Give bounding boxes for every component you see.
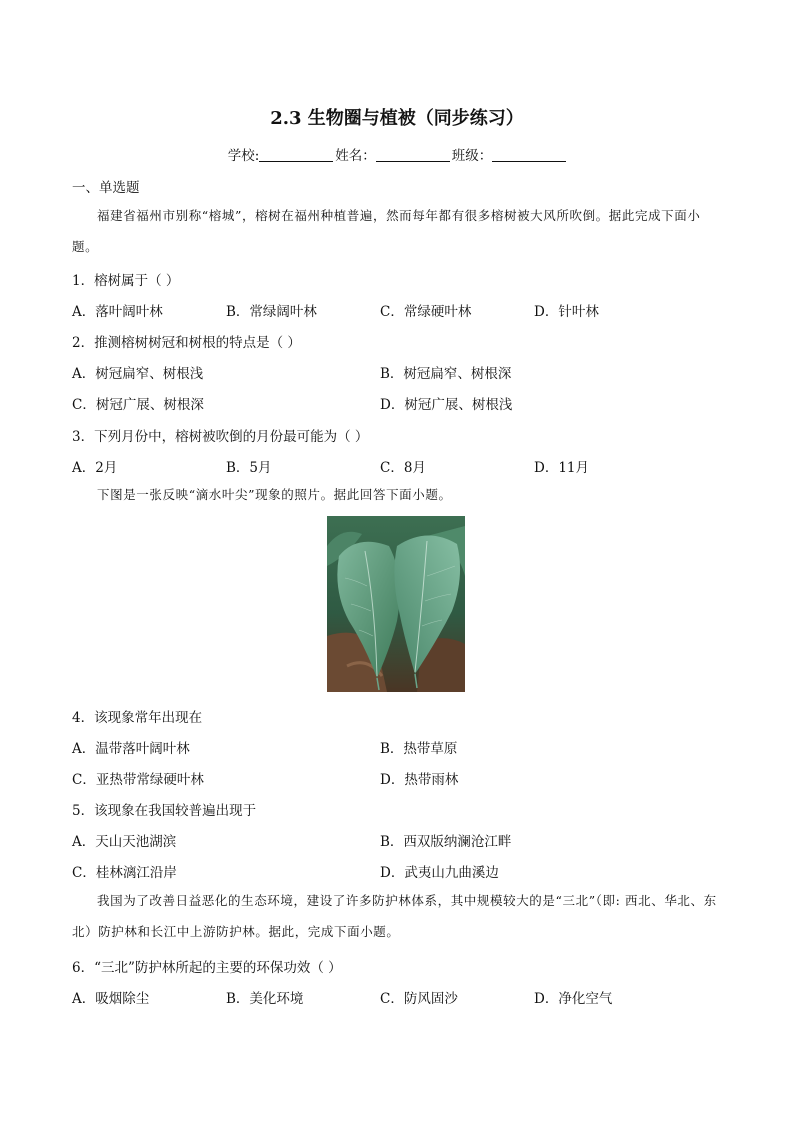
name-blank[interactable] — [376, 147, 450, 162]
q4-option-c: C．亚热带常绿硬叶林 — [72, 772, 204, 788]
drip-tip-leaf-photo — [327, 516, 465, 692]
passage-2: 下图是一张反映“滴水叶尖”现象的照片。据此回答下面小题。 — [97, 487, 452, 502]
question-3: 3．下列月份中，榕树被吹倒的月份最可能为（ ） — [72, 429, 369, 445]
q3-option-a: A．2月 — [72, 460, 118, 476]
q2-option-b: B．树冠扁窄、树根深 — [380, 366, 512, 382]
q3-option-b: B．5月 — [226, 460, 272, 476]
q2-option-c: C．树冠广展、树根深 — [72, 397, 204, 413]
q1-option-c: C．常绿硬叶林 — [380, 304, 472, 320]
q1-option-d: D．针叶林 — [534, 304, 599, 320]
q1-option-b: B．常绿阔叶林 — [226, 304, 317, 320]
question-1: 1．榕树属于（ ） — [72, 273, 180, 289]
q5-option-d: D．武夷山九曲溪边 — [380, 865, 499, 881]
page-title: 2.3 生物圈与植被（同步练习） — [270, 108, 524, 129]
q4-option-a: A．温带落叶阔叶林 — [72, 741, 190, 757]
q6-option-c: C．防风固沙 — [380, 991, 458, 1007]
q5-option-b: B．西双版纳澜沧江畔 — [380, 834, 512, 850]
q3-option-d: D．11月 — [534, 460, 590, 476]
q2-option-a: A．树冠扁窄、树根浅 — [72, 366, 204, 382]
passage-3: 我国为了改善日益恶化的生态环境，建设了许多防护林体系，其中规模较大的是“三北”（即: 西北、华北、东北）防护林和长江中上游防护林。据此，完成下面小题。 — [72, 893, 717, 939]
q6-option-b: B．美化环境 — [226, 991, 304, 1007]
school-label: 学校: — [227, 148, 260, 164]
section-heading: 一、单选题 — [72, 180, 140, 196]
question-6: 6．“三北”防护林所起的主要的环保功效（ ） — [72, 960, 342, 976]
name-label: 姓名： — [335, 148, 376, 164]
question-2: 2．推测榕树树冠和树根的特点是（ ） — [72, 335, 301, 351]
q6-option-d: D．净化空气 — [534, 991, 613, 1007]
q5-option-a: A．天山天池湖滨 — [72, 834, 177, 850]
q1-option-a: A．落叶阔叶林 — [72, 304, 163, 320]
class-label: 班级： — [451, 148, 493, 164]
q2-option-d: D．树冠广展、树根浅 — [380, 397, 513, 413]
q4-option-b: B．热带草原 — [380, 741, 458, 757]
question-4: 4．该现象常年出现在 — [72, 710, 203, 726]
q5-option-c: C．桂林漓江沿岸 — [72, 865, 177, 881]
q6-option-a: A．吸烟除尘 — [72, 991, 150, 1007]
school-blank[interactable] — [259, 147, 333, 162]
student-info — [0, 144, 794, 164]
question-5: 5．该现象在我国较普遍出现于 — [72, 803, 257, 819]
q3-option-c: C．8月 — [380, 460, 426, 476]
q4-option-d: D．热带雨林 — [380, 772, 459, 788]
passage-1: 福建省福州市别称“榕城”，榕树在福州种植普遍，然而每年都有很多榕树被大风所吹倒。据此完成下面小题。 — [72, 208, 701, 254]
class-blank[interactable] — [492, 147, 566, 162]
